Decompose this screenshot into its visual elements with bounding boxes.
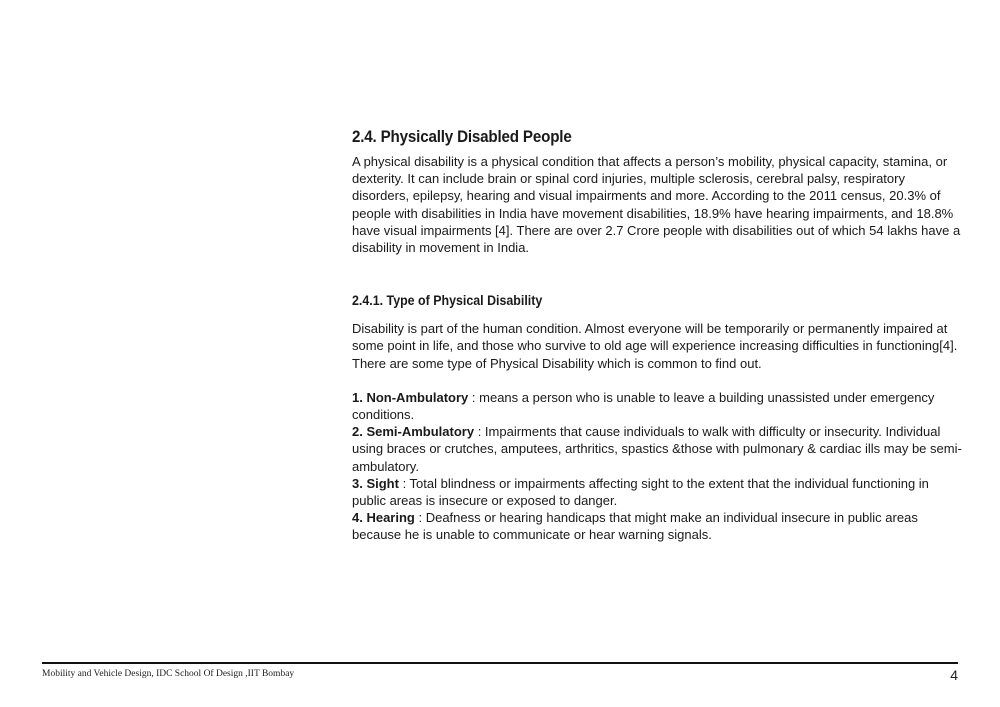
- list-item-description: : Impairments that cause individuals to walk with difficulty or insecurity. Individual using braces or crutches, amputees, arthritics, spastics &those with pulmonary & cardiac ills may be semi-ambulatory.: [352, 424, 962, 474]
- list-item-description: : Total blindness or impairments affecting sight to the extent that the individual functioning in public areas is insecure or exposed to danger.: [352, 475, 929, 509]
- page-number: 4: [950, 667, 958, 683]
- list-item-hearing: [352, 509, 962, 543]
- list-item-term: 1. Non-Ambulatory: [352, 389, 469, 405]
- subsection-heading: 2.4.1. Type of Physical Disability: [352, 293, 543, 309]
- disability-type-list: [352, 389, 962, 544]
- list-item-description: : means a person who is unable to leave a building unassisted under emergency conditions.: [352, 389, 935, 423]
- list-item-term: 2. Semi-Ambulatory: [352, 424, 475, 440]
- list-item-term: 4. Hearing: [352, 510, 415, 526]
- section-paragraph: A physical disability is a physical condition that affects a person’s mobility, physical capacity, stamina, or dexterity. It can include brain or spinal cord injuries, multiple sclerosis, cerebral palsy, respiratory disorders, epilepsy, hearing and visual impairments and more. According to the 2011 census, 20.3% of people with disabilities in India have movement disabilities, 18.9% have hearing impairments, and 18.8% have visual impairments [4]. There are over 2.7 Crore people with disabilities out of which 54 lakhs have a disability in movement in India.: [352, 154, 961, 256]
- page-content: [352, 128, 962, 544]
- list-item-sight: [352, 475, 962, 509]
- list-item-description: : Deafness or hearing handicaps that might make an individual insecure in public areas because he is unable to communicate or hear warning signals.: [352, 510, 918, 543]
- footer-divider: [42, 662, 958, 664]
- list-item-non-ambulatory: [352, 389, 962, 423]
- list-item-term: 3. Sight: [352, 475, 399, 491]
- footer-text: Mobility and Vehicle Design, IDC School Of Design ,IIT Bombay: [42, 669, 295, 679]
- section-heading: 2.4. Physically Disabled People: [352, 128, 572, 146]
- subsection-paragraph: Disability is part of the human condition. Almost everyone will be temporarily or permanently impaired at some point in life, and those who survive to old age will experience increasing difficulties in functioning[4]. There are some type of Physical Disability which is common to find out.: [352, 321, 958, 371]
- list-item-semi-ambulatory: [352, 423, 962, 475]
